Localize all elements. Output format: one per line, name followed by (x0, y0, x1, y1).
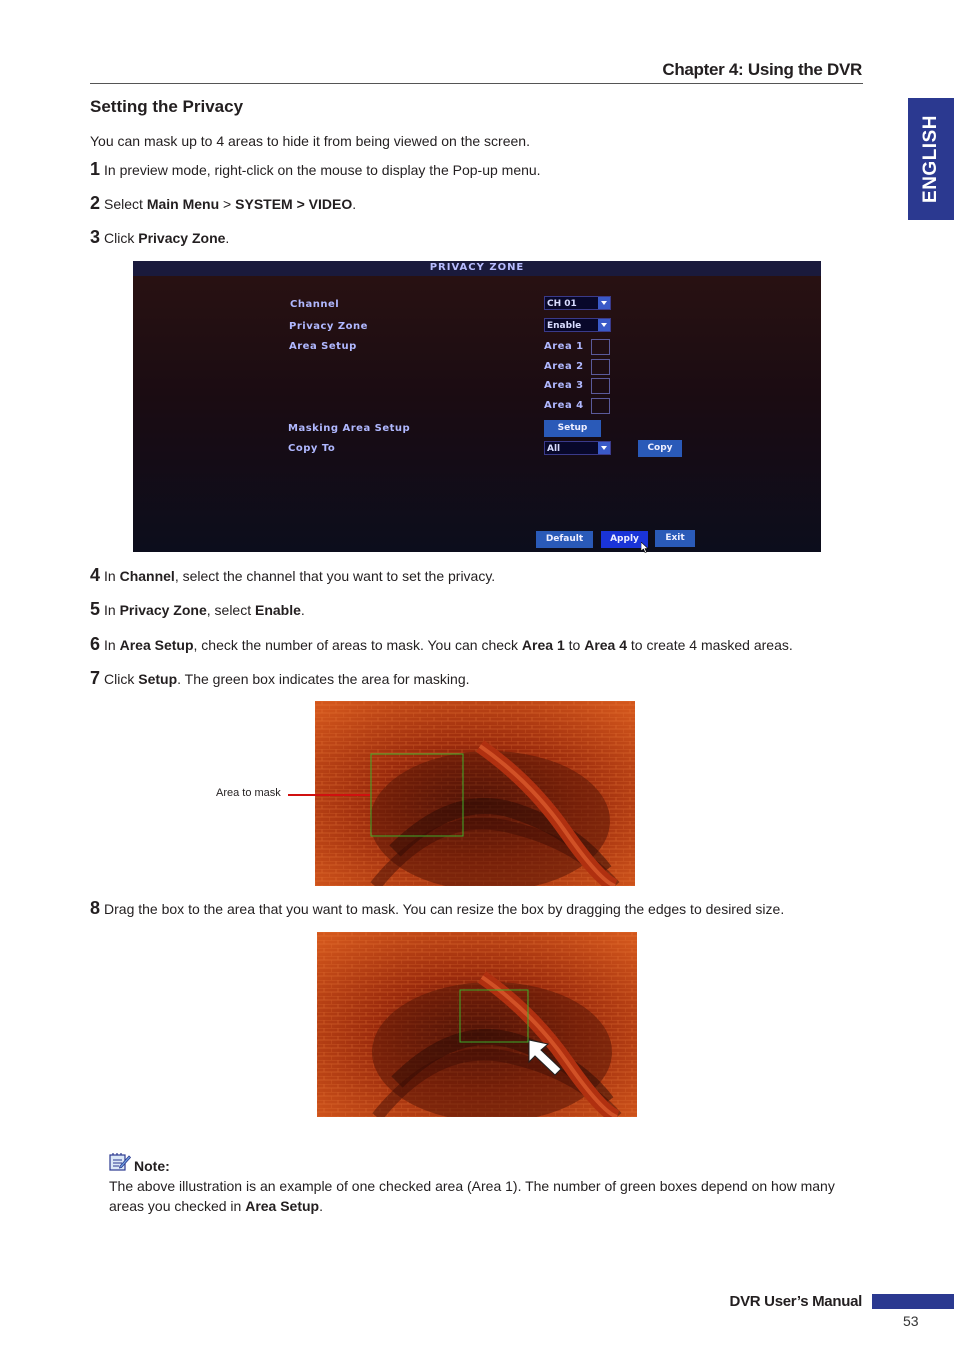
step-text: Drag the box to the area that you want to mask. You can resize the box by dragging the edges to desired size. (104, 901, 785, 917)
channel-select[interactable] (544, 296, 611, 310)
step-bold: Main Menu (146, 196, 220, 212)
step-bold: Privacy Zone (138, 230, 226, 246)
step-text: Click (104, 671, 139, 687)
step-text: , select the channel that you want to set the privacy. (174, 568, 496, 584)
step-2 (90, 193, 356, 214)
area-4-checkbox[interactable] (591, 398, 610, 414)
step-text: Select (104, 196, 147, 212)
step-5 (90, 599, 305, 620)
step-bold: Area Setup (119, 637, 194, 653)
step-3 (90, 227, 229, 248)
step-bold: Enable (255, 602, 301, 618)
privacy-zone-screen (133, 261, 821, 552)
apply-button[interactable]: Apply (601, 531, 648, 548)
privacy-zone-select-value: Enable (547, 321, 582, 331)
area-2-label: Area 2 (544, 361, 584, 372)
header-rule (90, 83, 863, 84)
footer-manual-title: DVR User’s Manual (729, 1293, 862, 1310)
channel-select-value: CH 01 (547, 299, 577, 309)
note-text (109, 1176, 869, 1216)
step-text: Click (104, 230, 139, 246)
step-bold: Privacy Zone (119, 602, 207, 618)
step-text: . (352, 196, 357, 212)
setup-button[interactable]: Setup (544, 420, 601, 437)
channel-label: Channel (290, 299, 340, 310)
step-1 (90, 159, 541, 180)
copy-button[interactable]: Copy (638, 440, 682, 457)
step-7 (90, 668, 470, 689)
step-bold: Setup (138, 671, 178, 687)
copy-to-select[interactable] (544, 441, 611, 455)
step-text: . (300, 602, 305, 618)
mouse-cursor-icon (641, 542, 649, 553)
area-3-checkbox[interactable] (591, 378, 610, 394)
step-text: In (104, 568, 120, 584)
area-1-label: Area 1 (544, 341, 584, 352)
step-text: In preview mode, right-click on the mouse to display the Pop-up menu. (104, 162, 541, 178)
area-1-checkbox[interactable] (591, 339, 610, 355)
area-2-checkbox[interactable] (591, 359, 610, 375)
chevron-down-icon (598, 319, 610, 331)
step-number: 2 (90, 193, 101, 213)
step-text: . The green box indicates the area for masking. (177, 671, 470, 687)
area-to-mask-callout: Area to mask (216, 787, 281, 799)
chevron-down-icon (598, 297, 610, 309)
section-title: Setting the Privacy (90, 97, 244, 116)
privacy-zone-title: PRIVACY ZONE (133, 261, 821, 276)
copy-to-select-value: All (547, 444, 561, 454)
step-bold: Channel (119, 568, 175, 584)
step-bold: Area 4 (584, 637, 628, 653)
privacy-zone-select[interactable] (544, 318, 611, 332)
note-text-bold: Area Setup (245, 1198, 320, 1214)
note-title: Note: (134, 1158, 170, 1174)
page-number: 53 (903, 1313, 919, 1329)
area-setup-label: Area Setup (289, 341, 357, 352)
step-text: to create 4 masked areas. (627, 637, 793, 653)
chevron-down-icon (598, 442, 610, 454)
step-bold: Area 1 (521, 637, 565, 653)
step-number: 5 (90, 599, 101, 619)
privacy-zone-label: Privacy Zone (289, 321, 368, 332)
callout-line (288, 794, 370, 796)
step-text: to (564, 637, 585, 653)
step-text: , check the number of areas to mask. You can check (193, 637, 522, 653)
copy-to-label: Copy To (288, 443, 336, 454)
step-number: 7 (90, 668, 101, 688)
exit-button[interactable]: Exit (655, 530, 695, 547)
note-text-end: . (319, 1198, 324, 1214)
step-text: . (225, 230, 230, 246)
note-pad-icon (109, 1152, 131, 1172)
note-text-body: The above illustration is an example of one checked area (Area 1). The number of green boxes depend on how many areas you checked in (109, 1178, 835, 1214)
step-number: 6 (90, 634, 101, 654)
step-4 (90, 565, 495, 586)
step-8 (90, 898, 784, 919)
step-number: 4 (90, 565, 101, 585)
step-text: , select (206, 602, 255, 618)
step-number: 1 (90, 159, 101, 179)
step-number: 3 (90, 227, 101, 247)
masking-area-setup-label: Masking Area Setup (288, 423, 411, 434)
step-bold: SYSTEM > VIDEO (235, 196, 353, 212)
default-button[interactable]: Default (536, 531, 593, 548)
step-6 (90, 634, 793, 655)
area-4-label: Area 4 (544, 400, 584, 411)
step-text: In (104, 637, 120, 653)
step-text: > (219, 196, 236, 212)
step-text: In (104, 602, 120, 618)
section-intro: You can mask up to 4 areas to hide it from being viewed on the screen. (90, 133, 530, 149)
language-tab-label: ENGLISH (920, 115, 942, 203)
staircase-photo-2 (317, 932, 637, 1117)
step-number: 8 (90, 898, 101, 918)
footer-bar (872, 1294, 954, 1309)
language-tab (908, 98, 954, 220)
area-3-label: Area 3 (544, 380, 584, 391)
chapter-header: Chapter 4: Using the DVR (662, 60, 862, 79)
